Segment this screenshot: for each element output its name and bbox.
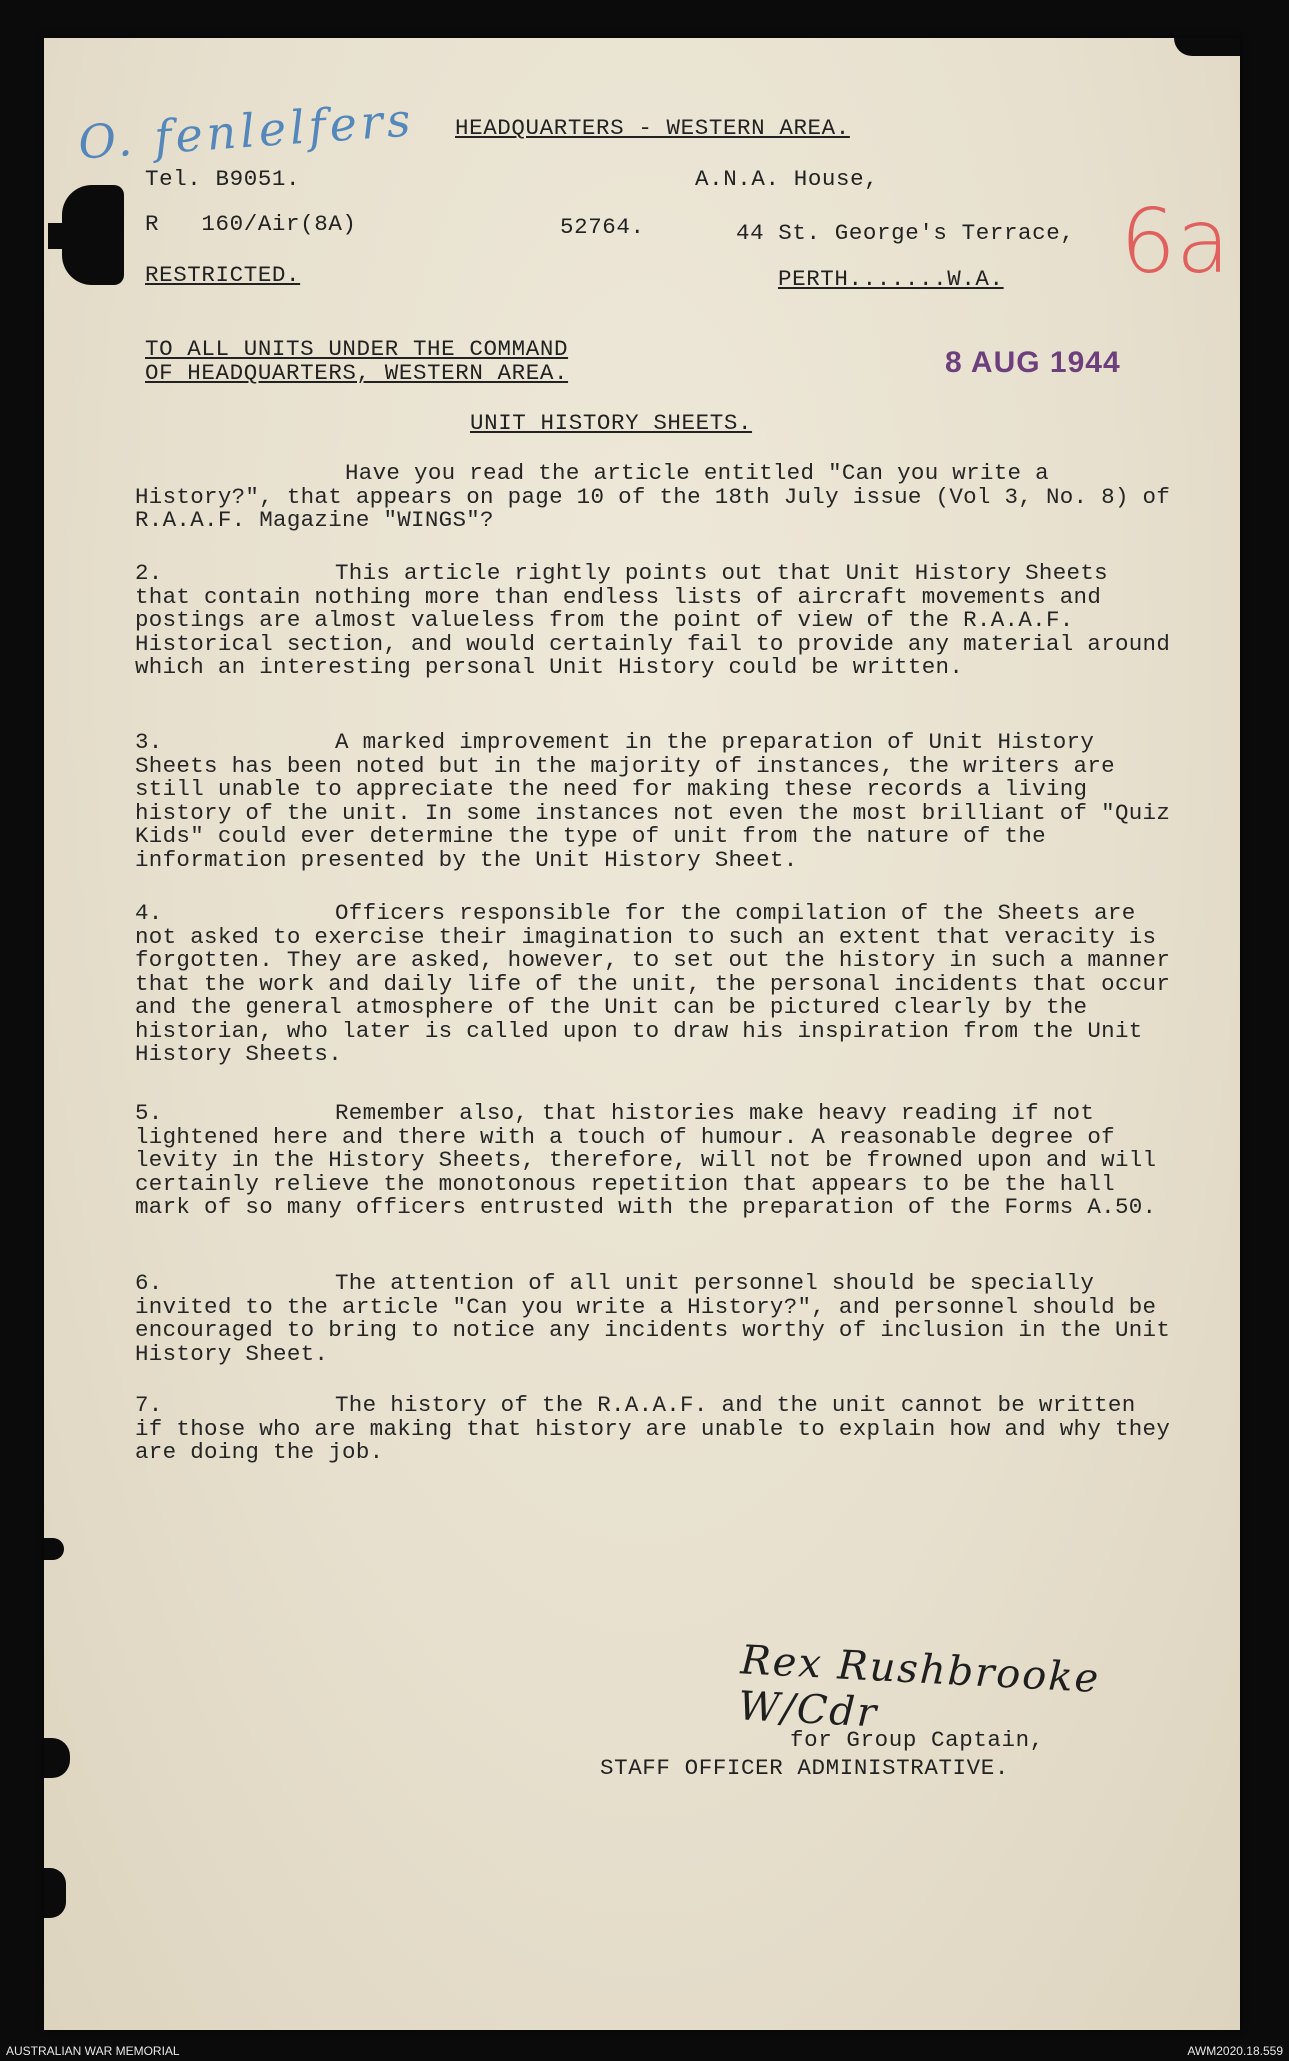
subject-heading: UNIT HISTORY SHEETS.: [470, 410, 753, 436]
paragraph-number: 3.: [135, 729, 163, 755]
paragraph-2: [135, 562, 1175, 680]
paragraph-1: [135, 462, 1175, 533]
handwritten-note: O. fenlelfers: [76, 92, 417, 170]
signatory-title: STAFF OFFICER ADMINISTRATIVE.: [600, 1755, 1009, 1781]
paragraph-3: [135, 731, 1175, 872]
punch-hole-tab: [48, 223, 118, 249]
red-folio-mark: 6a: [1120, 190, 1230, 293]
telephone: Tel. B9051.: [145, 166, 301, 192]
paragraph-text: The history of the R.A.A.F. and the unit cannot be written if those who are making that history are unable to explain how and why they are doing the job.: [135, 1392, 1171, 1465]
paragraph-text: Remember also, that histories make heavy reading if not lightened here and there with a touch of humour. A reasonable degree of levity in the History Sheets, therefore, will not be frowned upon and will certainly relieve the monotonous repetition that appears to be the hall mark of so many officers entrusted with the preparation of the Forms A.50.: [135, 1100, 1157, 1220]
paragraph-text: This article rightly points out that Unit History Sheets that contain nothing more than endless lists of aircraft movements and postings are almost valueless from the point of view of the R.A.A.F. Historical section, and would certainly fail to provide any material around which an interesting personal Unit History could be written.: [135, 560, 1171, 680]
address-line-1: A.N.A. House,: [695, 166, 879, 192]
file-number: 52764.: [560, 214, 645, 240]
paragraph-5: [135, 1102, 1175, 1220]
paragraph-7: [135, 1394, 1175, 1465]
paragraph-6: [135, 1272, 1175, 1366]
paragraph-number: 7.: [135, 1392, 163, 1418]
footer-left: AUSTRALIAN WAR MEMORIAL: [6, 2044, 180, 2058]
reference-number: R 160/Air(8A): [145, 211, 357, 237]
paragraph-number: 2.: [135, 560, 163, 586]
torn-edge: [44, 1738, 70, 1778]
address-line-2: 44 St. George's Terrace,: [736, 220, 1075, 246]
classification: RESTRICTED.: [145, 262, 301, 288]
signature: Rex Rushbrooke W/Cdr: [737, 1637, 1102, 1737]
torn-edge: [44, 1868, 66, 1918]
date-stamp: 8 AUG 1944: [945, 346, 1121, 379]
paragraph-text: The attention of all unit personnel should be specially invited to the article "Can you write a History?", and personnel should be encouraged to bring to notice any incidents worthy of inclusion in the Unit History Sheet.: [135, 1270, 1171, 1367]
paragraph-text: Have you read the article entitled "Can you write a History?", that appears on page 10 of the 18th July issue (Vol 3, No. 8) of R.A.A.F. Magazine "WINGS"?: [135, 460, 1171, 533]
letterhead-title: HEADQUARTERS - WESTERN AREA.: [455, 115, 850, 141]
paragraph-number: 4.: [135, 900, 163, 926]
paragraph-number: 6.: [135, 1270, 163, 1296]
paragraph-number: 5.: [135, 1100, 163, 1126]
paragraph-text: A marked improvement in the preparation of Unit History Sheets has been noted but in the majority of instances, the writers are still unable to appreciate the need for making these records a living history of the unit. In some instances not even the most brilliant of "Quiz Kids" could ever determine the type of unit from the nature of the information presented by the Unit History Sheet.: [135, 729, 1171, 873]
signatory-rank: for Group Captain,: [790, 1727, 1044, 1753]
paragraph-4: [135, 902, 1175, 1067]
address-line-3: PERTH.......W.A.: [778, 266, 1004, 292]
torn-corner: [1174, 38, 1240, 56]
torn-edge: [44, 1538, 64, 1560]
footer-right: AWM2020.18.559: [1187, 2044, 1283, 2058]
paragraph-text: Officers responsible for the compilation of the Sheets are not asked to exercise their imagination to such an extent that veracity is forgotten. They are asked, however, to set out the history in such a manner that the work and daily life of the unit, the personal incidents that occur and the general atmosphere of the Unit can be pictured clearly by the historian, who later is called upon to draw his inspiration from the Unit History Sheets.: [135, 900, 1171, 1067]
addressee-line-1: TO ALL UNITS UNDER THE COMMAND: [145, 336, 569, 362]
addressee-line-2: OF HEADQUARTERS, WESTERN AREA.: [145, 360, 569, 386]
